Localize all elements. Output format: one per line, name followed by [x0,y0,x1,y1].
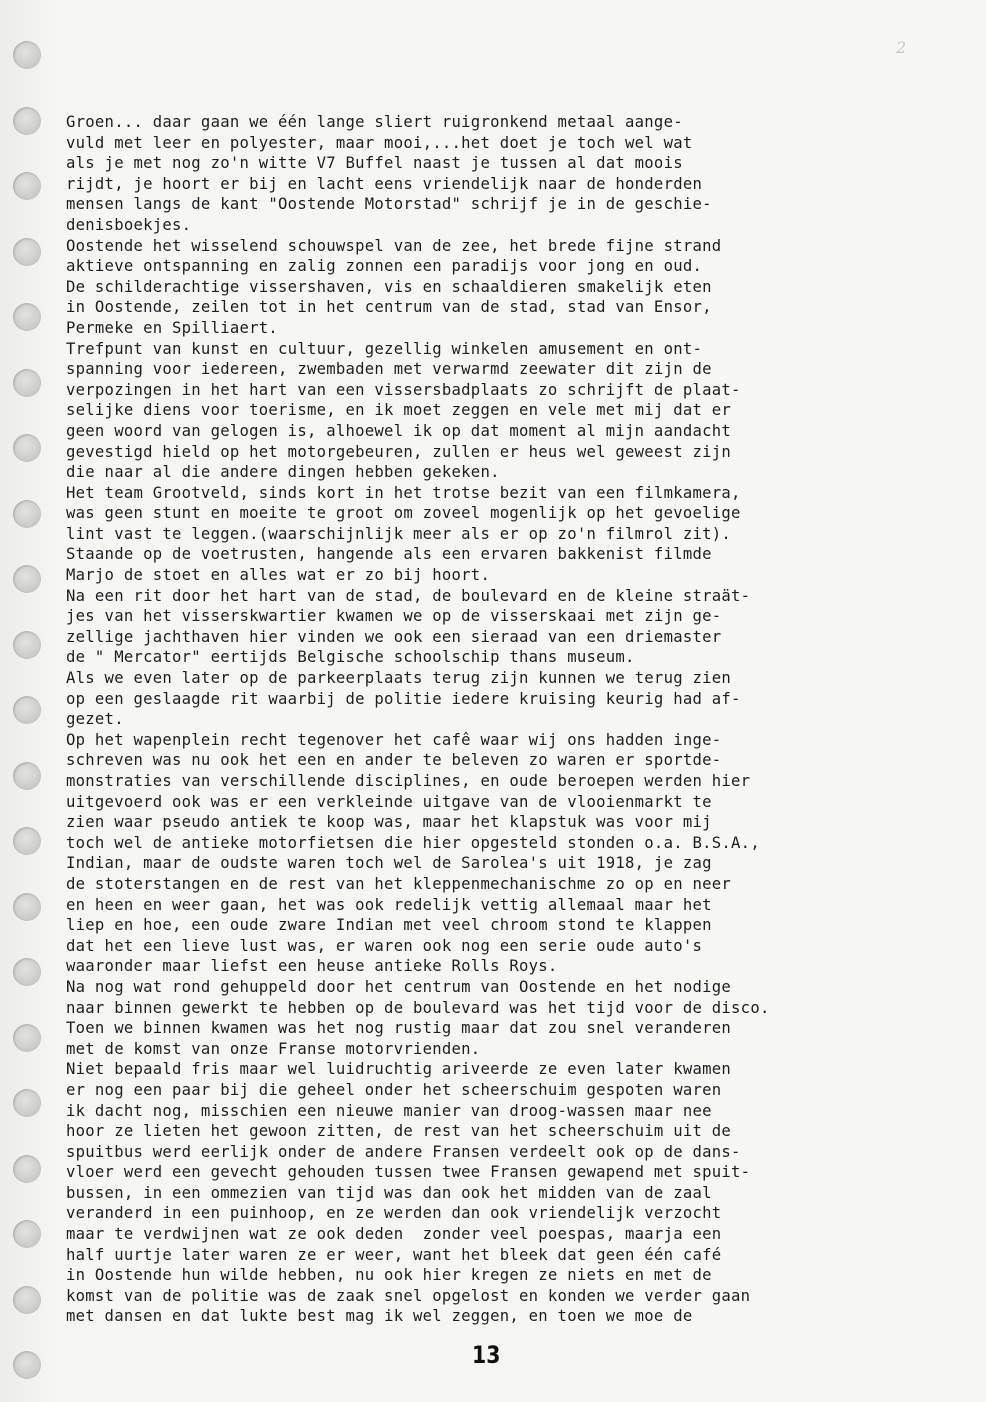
text-line: Oostende het wisselend schouwspel van de zee, het brede fijne strand [66,236,722,255]
text-line: mensen langs de kant "Oostende Motorstad" schrijf je in de geschie- [66,195,712,214]
binder-hole [13,958,41,986]
binder-hole [13,1351,41,1379]
binder-hole [13,369,41,397]
text-line: in Oostende, zeilen tot in het centrum van de stad, stad van Ensor, [66,298,712,317]
binder-hole [13,238,41,266]
binder-hole [13,565,41,593]
binder-hole [13,1089,41,1117]
text-line: lint vast te leggen.(waarschijnlijk meer als er op zo'n filmrol zit). [66,524,732,543]
text-line: liep en hoe, een oude zware Indian met veel chroom stond te klappen [66,916,712,935]
text-line: naar binnen gewerkt te hebben op de boulevard was het tijd voor de disco. [66,998,770,1017]
text-line: Groen... daar gaan we één lange sliert ruigronkend metaal aange- [66,113,683,131]
text-line: Het team Grootveld, sinds kort in het trotse bezit van een filmkamera, [66,483,741,502]
text-line: half uurtje later waren ze er weer, want het bleek dat geen één café [66,1245,722,1264]
text-line: spuitbus werd eerlijk onder de andere Fransen verdeelt ook op de dans- [66,1142,741,1161]
text-line: zien waar pseudo antiek te koop was, maar het klapstuk was voor mij [66,813,712,832]
text-line: toch wel de antieke motorfietsen die hier opgesteld stonden o.a. B.S.A., [66,833,760,852]
text-line: in Oostende hun wilde hebben, nu ook hier kregen ze niets en met de [66,1266,712,1285]
text-line: aktieve ontspanning en zalig zonnen een paradijs voor jong en oud. [66,257,703,276]
text-line: bussen, in een ommezien van tijd was dan ook het midden van de zaal [66,1183,712,1202]
article-body [66,112,976,1327]
binder-hole [13,434,41,462]
corner-page-mark: 2 [896,38,907,57]
binder-hole [13,1155,41,1183]
text-line: op een geslaagde rit waarbij de politie iedere kruising keurig had af- [66,689,741,708]
text-line: Na nog wat rond gehuppeld door het centrum van Oostende en het nodige [66,977,732,996]
text-line: verpozingen in het hart van een vissersbadplaats zo schrijft de plaat- [66,380,741,399]
binder-hole [13,41,41,69]
text-line: vloer werd een gevecht gehouden tussen twee Fransen gewapend met spuit- [66,1163,751,1182]
binder-hole [13,303,41,331]
text-line: met de komst van onze Franse motorvrienden. [66,1039,481,1058]
text-line: maar te verdwijnen wat ze ook deden zonder veel poespas, maarja een [66,1225,722,1244]
text-line: schreven was nu ook het een en ander te beleven zo waren er sportde- [66,751,722,770]
binder-hole [13,827,41,855]
text-line: met dansen en dat lukte best mag ik wel zeggen, en toen we moe de [66,1307,693,1326]
binder-hole [13,893,41,921]
binder-hole [13,631,41,659]
text-line: Op het wapenplein recht tegenover het cafê waar wij ons hadden inge- [66,730,722,749]
text-line: de stoterstangen en de rest van het kleppenmechanischme zo op en neer [66,874,732,893]
text-line: Na een rit door het hart van de stad, de boulevard en de kleine straät- [66,586,751,605]
binder-hole [13,1220,41,1248]
text-line: Permeke en Spilliaert. [66,318,279,337]
text-line: dat het een lieve lust was, er waren ook nog een serie oude auto's [66,936,703,955]
text-line: gezet. [66,710,124,729]
text-line: hoor ze lieten het gewoon zitten, de rest van het scheerschuim uit de [66,1122,732,1141]
text-line: Niet bepaald fris maar wel luidruchtig ariveerde ze even later kwamen [66,1060,732,1079]
binder-hole [13,172,41,200]
text-line: waaronder maar liefst een heuse antieke Rolls Roys. [66,957,558,976]
text-line: Trefpunt van kunst en cultuur, gezellig winkelen amusement en ont- [66,339,703,358]
text-line: veranderd in een puinhoop, en ze werden dan ook vriendelijk verzocht [66,1204,722,1223]
text-line: komst van de politie was de zaak snel opgelost en konden we verder gaan [66,1286,751,1305]
text-line: spanning voor iedereen, zwembaden met verwarmd zeewater dit zijn de [66,360,712,379]
text-line: denisboekjes. [66,215,192,234]
page-number: 13 [472,1341,501,1369]
text-line: monstraties van verschillende disciplines, en oude beroepen werden hier [66,772,751,790]
text-line: en heen en weer gaan, het was ook redelijk vettig allemaal maar het [66,895,712,914]
text-line: zellige jachthaven hier vinden we ook een sieraad van een driemaster [66,627,722,646]
text-line: ik dacht nog, misschien een nieuwe manier van droog-wassen maar nee [66,1101,712,1120]
binder-hole [13,1286,41,1314]
text-line: was geen stunt en moeite te groot om zoveel mogenlijk op het gevoelige [66,504,741,523]
text-line: Als we even later op de parkeerplaats terug zijn kunnen we terug zien [66,669,732,688]
binder-hole [13,107,41,135]
text-line: vuld met leer en polyester, maar mooi,...het doet je toch wel wat [66,133,693,152]
text-line: Marjo de stoet en alles wat er zo bij hoort. [66,566,491,585]
binder-hole [13,762,41,790]
text-line: uitgevoerd ook was er een verkleinde uitgave van de vlooienmarkt te [66,792,712,811]
text-line: Staande op de voetrusten, hangende als een ervaren bakkenist filmde [66,545,712,564]
text-line: gevestigd hield op het motorgebeuren, zullen er heus wel geweest zijn [66,442,732,461]
binder-hole [13,500,41,528]
text-line: er nog een paar bij die geheel onder het scheerschuim gespoten waren [66,1080,722,1099]
text-line: rijdt, je hoort er bij en lacht eens vriendelijk naar de honderden [66,174,703,193]
text-line: Indian, maar de oudste waren toch wel de Sarolea's uit 1918, je zag [66,854,712,873]
text-line: jes van het visserskwartier kwamen we op de visserskaai met zijn ge- [66,607,722,626]
text-line: die naar al die andere dingen hebben gekeken. [66,463,500,482]
text-line: selijke diens voor toerisme, en ik moet zeggen en vele met mij dat er [66,401,732,420]
binder-hole [13,1024,41,1052]
text-line: als je met nog zo'n witte V7 Buffel naast je tussen al dat moois [66,154,683,173]
text-line: geen woord van gelogen is, alhoewel ik op dat moment al mijn aandacht [66,421,732,440]
text-line: De schilderachtige vissershaven, vis en schaaldieren smakelijk eten [66,277,712,296]
binder-hole [13,696,41,724]
text-line: Toen we binnen kwamen was het nog rustig maar dat zou snel veranderen [66,1019,732,1038]
text-line: de " Mercator" eertijds Belgische schoolschip thans museum. [66,648,635,667]
